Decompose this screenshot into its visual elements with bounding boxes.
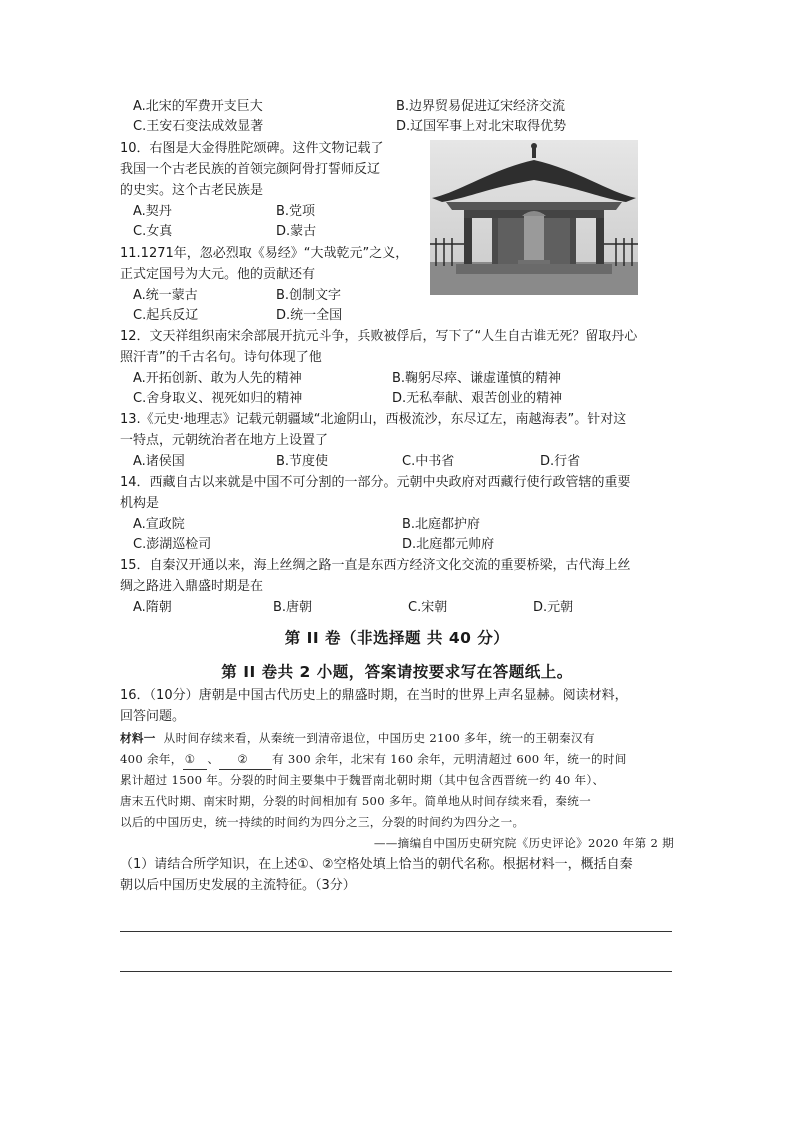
q11-stem-line1: 11.1271年，忽必烈取《易经》“大哉乾元”之义， bbox=[120, 246, 409, 261]
material-text-2a: 400 余年， bbox=[120, 752, 183, 766]
blank-separator: 、 bbox=[207, 752, 220, 766]
q11-stem-line2: 正式定国号为大元。他的贡献还有 bbox=[120, 267, 316, 282]
blank-1[interactable]: ① bbox=[183, 749, 208, 770]
material-label: 材料一 bbox=[120, 731, 156, 745]
q12-option-b: B.鞠躬尽瘁、谦虚谨慎的精神 bbox=[392, 371, 562, 386]
q11-option-d: D.统一全国 bbox=[276, 308, 343, 323]
q15-stem-line1: 15．自秦汉开通以来，海上丝绸之路一直是东西方经济文化交流的重要桥梁，古代海上丝 bbox=[120, 558, 631, 573]
q14-stem-line2: 机构是 bbox=[120, 496, 160, 511]
material-line2 bbox=[120, 749, 627, 770]
answer-line-1[interactable] bbox=[120, 931, 672, 932]
q9-option-a: A.北宋的军费开支巨大 bbox=[133, 99, 263, 114]
q14-option-d: D.北庭都元帅府 bbox=[402, 537, 495, 552]
q10-stem-line2: 我国一个古老民族的首领完颜阿骨打誓师反辽 bbox=[120, 162, 381, 177]
q13-stem-line1: 13.《元史·地理志》记载元朝疆域“北逾阴山，西极流沙，东尽辽左，南越海表”。针对这 bbox=[120, 412, 627, 427]
q13-option-a: A.诸侯国 bbox=[133, 454, 185, 469]
q16-sub1-line2: 朝以后中国历史发展的主流特征。（3分） bbox=[120, 878, 356, 893]
q11-option-a: A.统一蒙古 bbox=[133, 288, 198, 303]
q10-option-b: B.党项 bbox=[276, 204, 316, 219]
q10-option-d: D.蒙古 bbox=[276, 224, 317, 239]
q15-stem-line2: 绸之路进入鼎盛时期是在 bbox=[120, 579, 264, 594]
q13-option-d: D.行省 bbox=[540, 454, 581, 469]
q14-option-c: C.澎湖巡检司 bbox=[133, 537, 212, 552]
pavilion-illustration bbox=[430, 140, 638, 295]
q12-option-a: A.开拓创新、敢为人先的精神 bbox=[133, 371, 302, 386]
q15-option-b: B.唐朝 bbox=[273, 600, 313, 615]
q16-stem-line2: 回答问题。 bbox=[120, 709, 186, 724]
material-line5: 以后的中国历史，统一持续的时间约为四分之三，分裂的时间约为四分之一。 bbox=[120, 815, 525, 829]
stele-pavilion-photo bbox=[430, 140, 638, 295]
material-text-2b: 有 300 余年，北宋有 160 余年，元明清超过 600 年，统一的时间 bbox=[272, 752, 627, 766]
section-subtitle: 第 II 卷共 2 小题，答案请按要求写在答题纸上。 bbox=[221, 663, 573, 681]
q10-option-c: C.女真 bbox=[133, 224, 173, 239]
blank-2[interactable]: ② bbox=[219, 749, 272, 770]
q10-stem-line3: 的史实。这个古老民族是 bbox=[120, 183, 264, 198]
q14-option-a: A.宣政院 bbox=[133, 517, 185, 532]
q11-option-b: B.创制文字 bbox=[276, 288, 342, 303]
q12-option-c: C.舍身取义、视死如归的精神 bbox=[133, 391, 303, 406]
material-source: ——摘编自中国历史研究院《历史评论》2020 年第 2 期 bbox=[373, 836, 674, 850]
q9-option-b: B.边界贸易促进辽宋经济交流 bbox=[396, 99, 566, 114]
q9-option-c: C.王安石变法成效显著 bbox=[133, 119, 264, 134]
answer-line-2[interactable] bbox=[120, 971, 672, 972]
material-line3: 累计超过 1500 年。分裂的时间主要集中于魏晋南北朝时期（其中包含西晋统一约 40 年）、 bbox=[120, 773, 605, 787]
q13-stem-line2: 一特点，元朝统治者在地方上设置了 bbox=[120, 433, 329, 448]
q9-option-d: D.辽国军事上对北宋取得优势 bbox=[396, 119, 567, 134]
q16-sub1-line1: （1）请结合所学知识，在上述①、②空格处填上恰当的朝代名称。根据材料一，概括自秦 bbox=[120, 857, 633, 872]
q15-option-c: C.宋朝 bbox=[408, 600, 448, 615]
q13-option-c: C.中书省 bbox=[402, 454, 455, 469]
q16-stem-line1: 16．（10分）唐朝是中国古代历史上的鼎盛时期，在当时的世界上声名显赫。阅读材料， bbox=[120, 688, 628, 703]
q13-option-b: B.节度使 bbox=[276, 454, 329, 469]
q15-option-a: A.隋朝 bbox=[133, 600, 172, 615]
q12-stem-line1: 12．文天祥组织南宋余部展开抗元斗争，兵败被俘后，写下了“人生自古谁无死？留取丹心 bbox=[120, 329, 638, 344]
q12-option-d: D.无私奉献、艰苦创业的精神 bbox=[392, 391, 563, 406]
q14-stem-line1: 14．西藏自古以来就是中国不可分割的一部分。元朝中央政府对西藏行使行政管辖的重要 bbox=[120, 475, 631, 490]
material-line1 bbox=[120, 728, 595, 748]
q15-option-d: D.元朝 bbox=[533, 600, 574, 615]
q14-option-b: B.北庭都护府 bbox=[402, 517, 481, 532]
q10-stem-line1: 10．右图是大金得胜陀颂碑。这件文物记载了 bbox=[120, 141, 384, 156]
material-line4: 唐末五代时期、南宋时期，分裂的时间相加有 500 多年。简单地从时间存续来看，秦统一 bbox=[120, 794, 592, 808]
q11-option-c: C.起兵反辽 bbox=[133, 308, 199, 323]
material-text-1: 从时间存续来看，从秦统一到清帝退位，中国历史 2100 多年，统一的王朝秦汉有 bbox=[163, 731, 595, 745]
section-title: 第 II 卷（非选择题 共 40 分） bbox=[284, 629, 510, 647]
q10-option-a: A.契丹 bbox=[133, 204, 172, 219]
q12-stem-line2: 照汗青”的千古名句。诗句体现了他 bbox=[120, 350, 322, 365]
